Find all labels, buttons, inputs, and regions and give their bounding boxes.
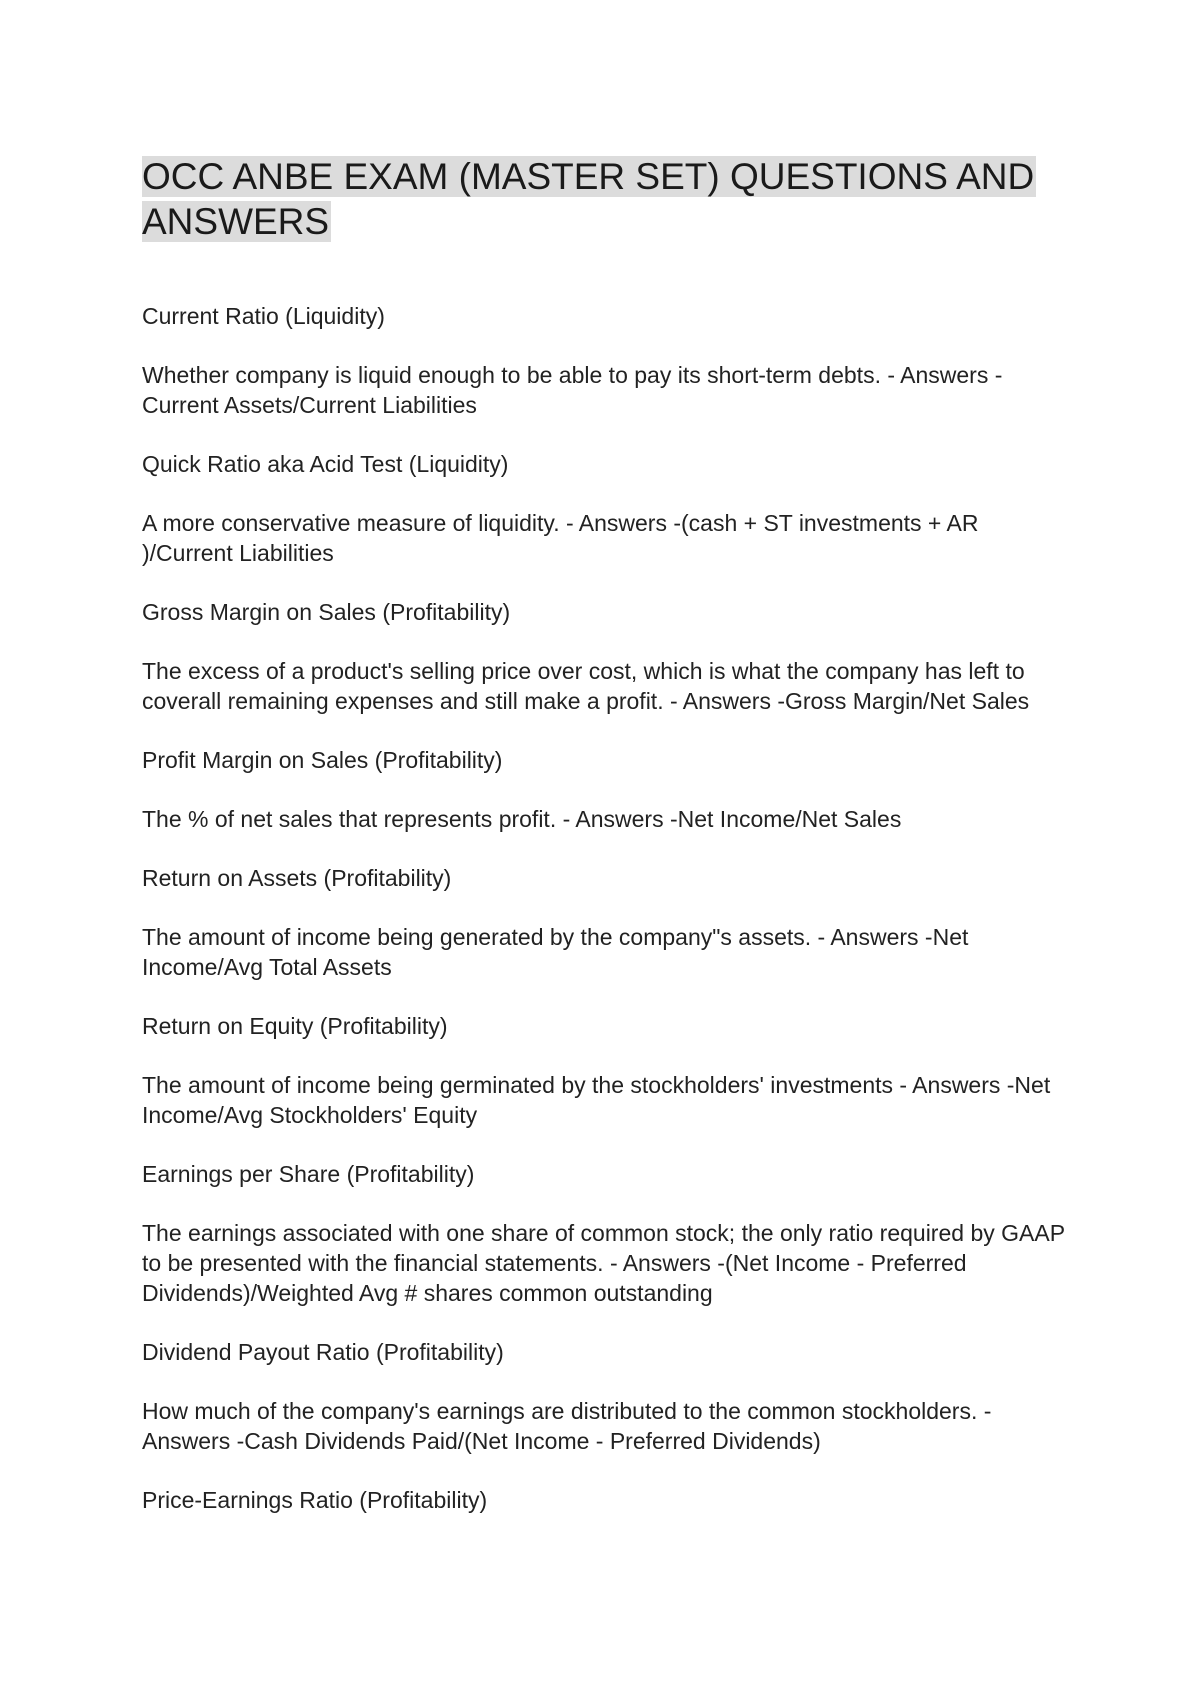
answer-text: The excess of a product's selling price over cost, which is what the company has left to coverall remaining expenses and still make a profit. - Answers -Gross Margin/Net Sales (142, 658, 1030, 714)
answer-text: The amount of income being generated by the company"s assets. - Answers -Net Income/Avg Total Assets (142, 924, 969, 980)
answer-text: The % of net sales that represents profit. - Answers -Net Income/Net Sales (142, 806, 902, 832)
document-title-text: OCC ANBE EXAM (MASTER SET) QUESTIONS AND ANSWERS (142, 156, 1035, 242)
question-text: Return on Assets (Profitability) (142, 865, 452, 891)
document-title (142, 154, 1042, 244)
question-text: Earnings per Share (Profitability) (142, 1161, 475, 1187)
answer-text: The earnings associated with one share of common stock; the only ratio required by GAAP to be presented with the financial statements. - Answers -(Net Income - Preferred Dividends)/Weighted Avg # shares common outstanding (142, 1220, 1065, 1306)
answer-text: A more conservative measure of liquidity. - Answers -(cash + ST investments + AR )/Current Liabilities (142, 510, 979, 566)
title-block (142, 154, 1042, 244)
question-text: Quick Ratio aka Acid Test (Liquidity) (142, 451, 509, 477)
question-text: Return on Equity (Profitability) (142, 1013, 448, 1039)
answer-text: How much of the company's earnings are distributed to the common stockholders. - Answers -Cash Dividends Paid/(Net Income - Preferred Dividends) (142, 1398, 992, 1454)
question-text: Price-Earnings Ratio (Profitability) (142, 1487, 488, 1513)
question-text: Profit Margin on Sales (Profitability) (142, 747, 503, 773)
qa-list (142, 301, 1072, 1544)
question-text: Dividend Payout Ratio (Profitability) (142, 1339, 504, 1365)
answer-text: The amount of income being germinated by the stockholders' investments - Answers -Net Income/Avg Stockholders' Equity (142, 1072, 1051, 1128)
question-text: Gross Margin on Sales (Profitability) (142, 599, 511, 625)
question-text: Current Ratio (Liquidity) (142, 303, 385, 329)
answer-text: Whether company is liquid enough to be able to pay its short-term debts. - Answers -Current Assets/Current Liabilities (142, 362, 1003, 418)
